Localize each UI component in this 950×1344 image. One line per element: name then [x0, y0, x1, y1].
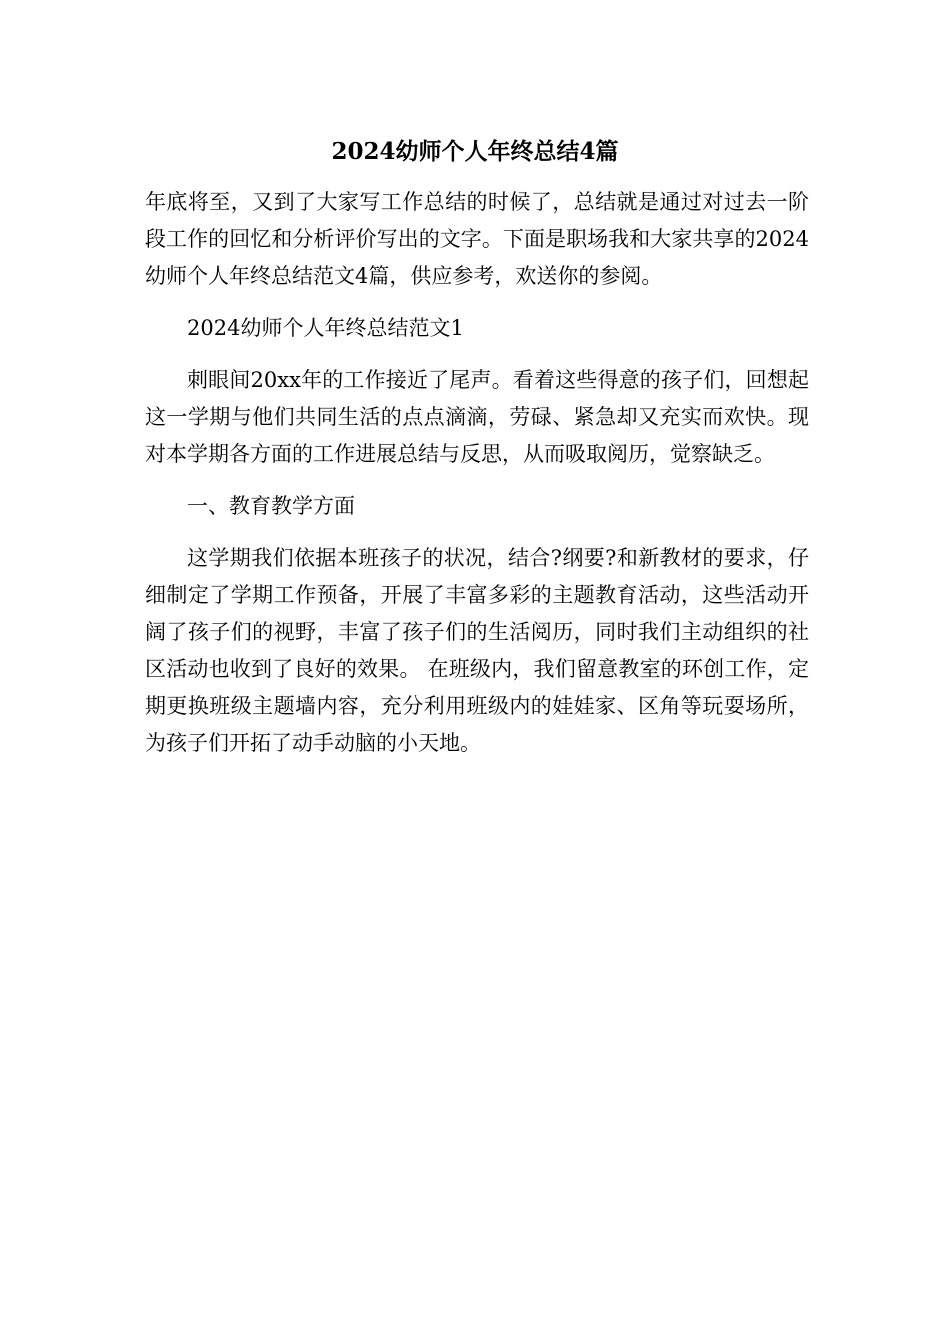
section-heading-essay-1: 2024幼师个人年终总结范文1: [187, 316, 464, 340]
essay-paragraph-opening: 刺眼间20xx年的工作接近了尾声。看着这些得意的孩子们，回想起这一学期与他们共同生活的点点滴滴，劳碌、紧急却又充实而欢快。现对本学期各方面的工作进展总结与反思，从而吸取阅历，觉察缺乏。: [145, 368, 809, 466]
essay-paragraph-teaching: 这学期我们依据本班孩子的状况，结合?纲要?和新教材的要求，仔细制定了学期工作预备，开展了丰富多彩的主题教育活动，这些活动开阔了孩子们的视野，丰富了孩子们的生活阅历，同时我们主动组织的社区活动也收到了良好的效果。 在班级内，我们留意教室的环创工作，定期更换班级主题墙内容，充分利用班级内的娃娃家、区角等玩耍场所，为孩子们开拓了动手动脑的小天地。: [145, 546, 809, 755]
intro-paragraph: 年底将至，又到了大家写工作总结的时候了，总结就是通过对过去一阶段工作的回忆和分析评价写出的文字。下面是职场我和大家共享的2024幼师个人年终总结范文4篇，供应参考，欢送你的参阅。: [145, 190, 809, 288]
subsection-heading-teaching: 一、教育教学方面: [187, 494, 355, 518]
document-body: [145, 184, 809, 777]
document-title: 2024幼师个人年终总结4篇: [331, 138, 619, 165]
